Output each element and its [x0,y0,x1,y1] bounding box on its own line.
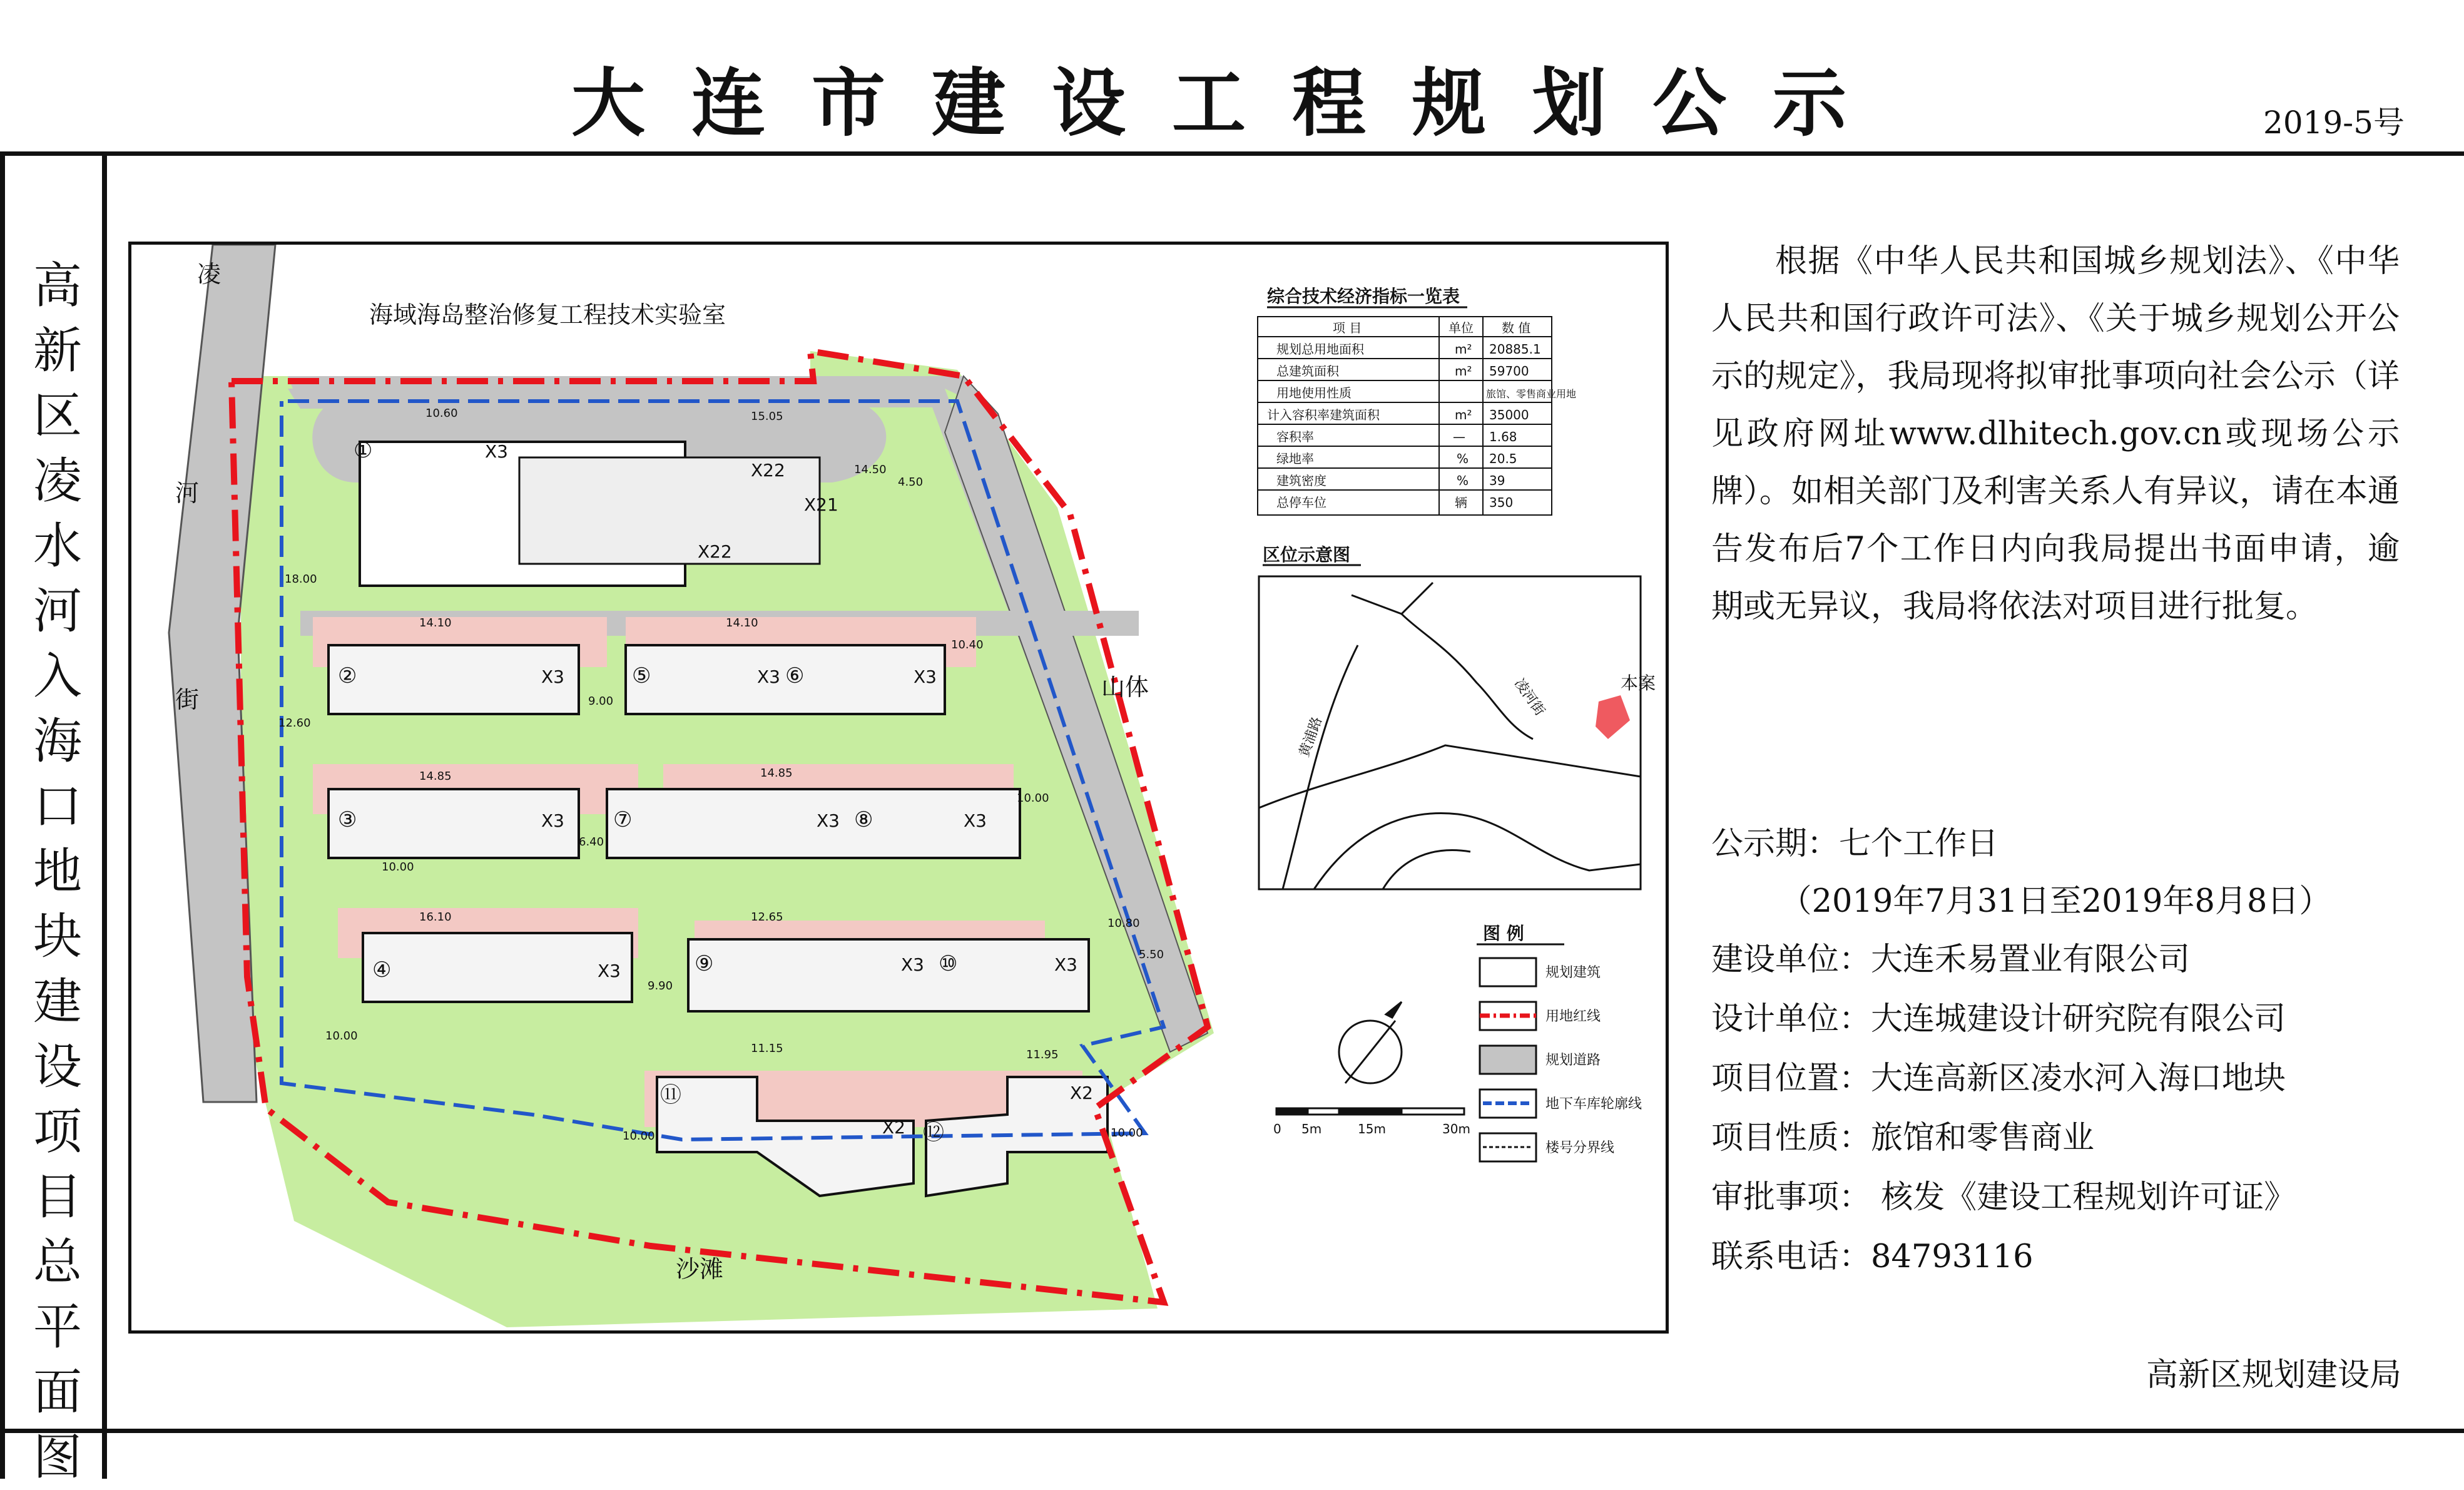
svg-text:X3: X3 [817,810,840,831]
svg-text:11.15: 11.15 [751,1042,783,1055]
svg-text:9.00: 9.00 [588,695,614,708]
svg-text:18.00: 18.00 [285,573,317,586]
bldg-no-12: ⑫ [923,1120,944,1145]
bldg-no-3: ③ [338,807,357,832]
svg-text:12.60: 12.60 [278,717,311,730]
bldg-no-9: ⑨ [695,951,714,976]
svg-text:10.40: 10.40 [951,638,984,651]
beach-label: 沙滩 [676,1255,724,1283]
svg-text:X3: X3 [757,666,780,687]
north-lab-label: 海域海岛整治修复工程技术实验室 [369,301,726,329]
svg-text:数 值: 数 值 [1502,320,1531,335]
svg-text:10.80: 10.80 [1107,917,1140,930]
tech-table-title: 综合技术经济指标一览表 [1267,286,1460,307]
notice-body [1711,233,2400,636]
svg-text:单位: 单位 [1448,320,1474,335]
project-info [1711,930,2296,1287]
svg-text:14.10: 14.10 [419,616,452,630]
designer-row: 设计单位：大连城建设计研究院有限公司 [1711,1001,2286,1038]
svg-text:容积率: 容积率 [1276,429,1314,444]
notice-paragraph: 根据《中华人民共和国城乡规划法》、《中华人民共和国行政许可法》、《关于城乡规划公开公示的规定》，我局现将拟审批事项向社会公示（详见政府网址www.dlhitech.gov.cn或现场公示牌）。如相关部门及利害关系人有异议，请在本通告发布后7个工作日内向我局提出书面申请，逾期或无异议，我局将依法对项目进行批复。 [1711,243,2400,625]
svg-text:1.68: 1.68 [1489,429,1517,444]
svg-text:总建筑面积: 总建筑面积 [1276,364,1339,379]
svg-text:%: % [1457,451,1469,466]
publicity-dates: （2019年7月31日至2019年8月8日） [1779,883,2331,920]
svg-text:项 目: 项 目 [1333,320,1362,335]
svg-text:350: 350 [1489,495,1514,510]
left-border [0,155,5,1479]
tech-table-cells [1267,320,1576,510]
svg-text:10.00: 10.00 [382,860,414,874]
location-row: 项目位置：大连高新区凌水河入海口地块 [1711,1060,2286,1097]
svg-text:5.50: 5.50 [1139,948,1164,961]
bldg-no-6: ⑥ [785,663,805,688]
bldg-no-1: ① [354,438,373,463]
svg-text:14.10: 14.10 [726,616,758,630]
svg-text:X2: X2 [1070,1083,1093,1103]
svg-text:15.05: 15.05 [751,410,783,423]
svg-text:用地红线: 用地红线 [1545,1009,1601,1024]
bldg-no-2: ② [338,663,357,688]
document-number: 2019-5号 [2263,105,2405,141]
publicity-period: 公示期：七个工作日 [1711,825,1999,862]
header-divider [0,151,2464,156]
svg-text:—: — [1453,429,1465,444]
bldg-no-10: ⑩ [939,951,958,976]
svg-text:m²: m² [1455,364,1472,379]
svg-text:规划总用地面积: 规划总用地面积 [1276,342,1364,357]
mountain-label: 山体 [1101,673,1149,701]
svg-text:59700: 59700 [1489,364,1529,379]
svg-text:总停车位: 总停车位 [1276,495,1326,510]
side-title: 高 新 区 凌 水 河 入 海 口 地 块 建 设 项 目 总 平 面 图 [33,258,82,1486]
svg-text:辆: 辆 [1455,495,1467,510]
svg-text:楼号分界线: 楼号分界线 [1545,1140,1615,1156]
bldg-no-4: ④ [372,957,392,982]
svg-text:旅馆、零售商业用地: 旅馆、零售商业用地 [1486,388,1577,400]
svg-text:规划道路: 规划道路 [1545,1053,1601,1068]
svg-text:X3: X3 [901,954,924,975]
svg-text:10.60: 10.60 [425,407,458,420]
svg-text:建筑密度: 建筑密度 [1276,473,1326,488]
bldg-no-11: ⑪ [660,1083,681,1108]
svg-text:X3: X3 [914,666,937,687]
legend-swatches [1480,958,1536,1161]
footer-divider [0,1429,2464,1433]
road-char-2: 河 [175,479,200,507]
north-arrow-icon [1339,1002,1402,1083]
svg-text:30m: 30m [1442,1121,1470,1136]
svg-text:14.85: 14.85 [419,770,452,783]
svg-text:X22: X22 [698,541,732,562]
svg-text:14.50: 14.50 [854,463,887,476]
svg-text:10.00: 10.00 [1017,792,1049,805]
svg-text:计入容积率建筑面积: 计入容积率建筑面积 [1267,407,1380,422]
scale-bar [1276,1108,1464,1115]
svg-text:用地使用性质: 用地使用性质 [1276,385,1352,401]
approval-row: 审批事项： 核发《建设工程规划许可证》 [1711,1179,2296,1216]
svg-text:10.00: 10.00 [1111,1126,1143,1140]
svg-text:10.00: 10.00 [623,1130,655,1143]
svg-text:X3: X3 [598,961,621,981]
svg-text:X22: X22 [751,460,785,481]
svg-text:14.85: 14.85 [760,767,793,780]
svg-text:10.00: 10.00 [325,1029,358,1043]
location-map-site-label: 本案 [1621,673,1656,693]
svg-text:X3: X3 [541,810,564,831]
svg-text:15m: 15m [1358,1121,1386,1136]
legend-title: 图 例 [1483,923,1524,944]
bldg-no-5: ⑤ [632,663,651,688]
svg-text:20885.1: 20885.1 [1489,342,1541,357]
svg-text:4.50: 4.50 [898,476,924,489]
svg-text:X3: X3 [541,666,564,687]
legend-labels [1545,965,1642,1156]
issuing-authority: 高新区规划建设局 [2146,1357,2401,1394]
svg-text:X3: X3 [964,810,987,831]
road-char-3: 街 [175,686,200,713]
svg-text:11.95: 11.95 [1026,1048,1059,1061]
builder-row: 建设单位：大连禾易置业有限公司 [1711,941,2191,978]
svg-text:12.65: 12.65 [751,911,783,924]
scale-labels [1273,1121,1470,1136]
svg-text:地下车库轮廓线: 地下车库轮廓线 [1545,1096,1642,1112]
svg-text:m²: m² [1455,342,1472,357]
svg-text:6.40: 6.40 [579,835,604,849]
road-char-1: 凌 [197,260,221,288]
bldg-no-7: ⑦ [613,807,633,832]
svg-text:35000: 35000 [1489,407,1529,422]
svg-text:9.90: 9.90 [648,979,673,992]
svg-text:16.10: 16.10 [419,911,452,924]
site-plan-drawing [128,242,1669,1334]
svg-text:X21: X21 [804,494,838,515]
svg-text:X3: X3 [1054,954,1077,975]
phone-row: 联系电话：84793116 [1711,1238,2034,1275]
bldg-no-8: ⑧ [854,807,873,832]
svg-text:39: 39 [1489,473,1505,488]
svg-text:X3: X3 [485,441,508,462]
location-map-title: 区位示意图 [1263,544,1351,565]
svg-text:5m: 5m [1301,1121,1322,1136]
svg-text:m²: m² [1455,407,1472,422]
nature-row: 项目性质：旅馆和零售商业 [1711,1120,2095,1156]
svg-text:绿地率: 绿地率 [1276,451,1314,466]
svg-text:X2: X2 [882,1117,905,1138]
page-title: 大连市建设工程规划公示 [571,60,1893,146]
location-map-road2: 凌河街 [1511,676,1548,719]
svg-text:20.5: 20.5 [1489,451,1517,466]
svg-text:规划建筑: 规划建筑 [1545,965,1601,981]
svg-text:%: % [1457,473,1469,488]
svg-text:0: 0 [1273,1121,1281,1136]
side-title-divider [102,155,107,1479]
location-map-road1: 黄浦路 [1296,715,1326,760]
